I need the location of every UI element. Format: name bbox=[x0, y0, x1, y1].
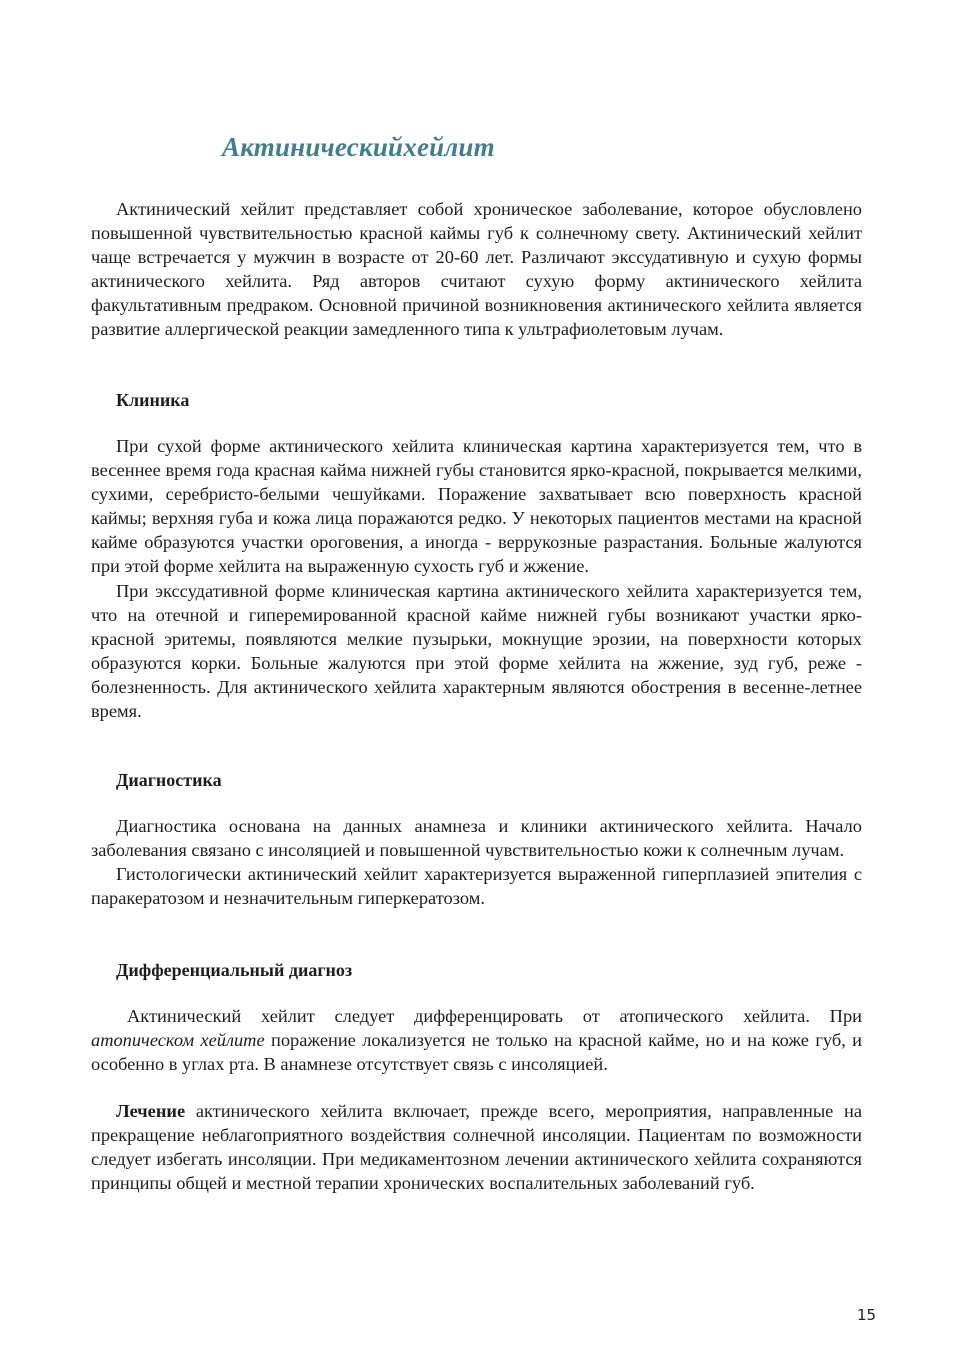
clinic-section bbox=[91, 434, 862, 723]
intro-section bbox=[91, 197, 862, 342]
page-number: 15 bbox=[857, 1306, 877, 1324]
diagnostics-heading: Диагностика bbox=[116, 770, 222, 790]
differential-section bbox=[91, 1004, 862, 1076]
treatment-text: актинического хейлита включает, прежде всего, мероприятия, направленные на прекращение неблагоприятного воздействия солнечной инсоляции. Пациентам по возможности следует избегать инсоляции. При медикаментозном лечении актинического хейлита сохраняются принципы общей и местной терапии хронических воспалительных заболеваний губ. bbox=[91, 1101, 862, 1194]
intro-paragraph: Актинический хейлит представляет собой хроническое заболевание, которое обусловлено повышенной чувствительностью красной каймы губ к солнечному свету. Актинический хейлит чаще встречается у мужчин в возрасте от 20-60 лет. Различают экссудативную и сухую формы актинического хейлита. Ряд авторов считают сухую форму актинического хейлита факультативным предраком. Основной причиной возникновения актинического хейлита является развитие аллергической реакции замедленного типа к ультрафиолетовым лучам. bbox=[91, 199, 862, 340]
differential-text-start: Актинический хейлит следует дифференцировать от атопического хейлита. При bbox=[127, 1006, 862, 1026]
clinic-paragraph-dry: При сухой форме актинического хейлита клиническая картина характеризуется тем, что в весеннее время года красная кайма нижней губы становится ярко-красной, покрывается мелкими, сухими, серебристо-белыми чешуйками. Поражение захватывает всю поверхность красной каймы; верхняя губа и кожа лица поражаются редко. У некоторых пациентов местами на красной кайме образуются участки ороговения, а иногда - веррукозные разрастания. Больные жалуются при этой форме хейлита на выраженную сухость губ и жжение. bbox=[91, 436, 862, 577]
differential-text-end: поражение локализуется не только на красной кайме, но и на коже губ, и особенно в углах рта. В анамнезе отсутствует связь с инсоляцией. bbox=[91, 1030, 863, 1075]
differential-paragraph bbox=[91, 1004, 862, 1076]
treatment-paragraph bbox=[91, 1099, 862, 1195]
differential-term-italic: атопическом хейлите bbox=[91, 1030, 265, 1051]
differential-heading: Дифференциальный диагноз bbox=[116, 960, 353, 980]
diagnostics-paragraph-anamnesis: Диагностика основана на данных анамнеза и клиники актинического хейлита. Начало заболевания связано с инсоляцией и повышенной чувствительностью кожи к солнечным лучам. bbox=[91, 816, 862, 861]
treatment-section bbox=[91, 1099, 862, 1195]
treatment-label: Лечение bbox=[116, 1101, 186, 1121]
clinic-heading: Клиника bbox=[116, 390, 190, 410]
page-title: Актиническийхейлит bbox=[222, 132, 495, 162]
diagnostics-section bbox=[91, 814, 862, 910]
diagnostics-paragraph-histology: Гистологически актинический хейлит характеризуется выраженной гиперплазией эпителия с паракератозом и незначительным гиперкератозом. bbox=[91, 864, 862, 909]
clinic-paragraph-exudative: При экссудативной форме клиническая картина актинического хейлита характеризуется тем, что на отечной и гиперемированной красной кайме нижней губы возникают участки ярко-красной эритемы, появляются мелкие пузырьки, мокнущие эрозии, на поверхности которых образуются корки. Больные жалуются при этой форме хейлита на жжение, зуд губ, реже - болезненность. Для актинического хейлита характерным являются обострения в весенне-летнее время. bbox=[91, 580, 862, 722]
